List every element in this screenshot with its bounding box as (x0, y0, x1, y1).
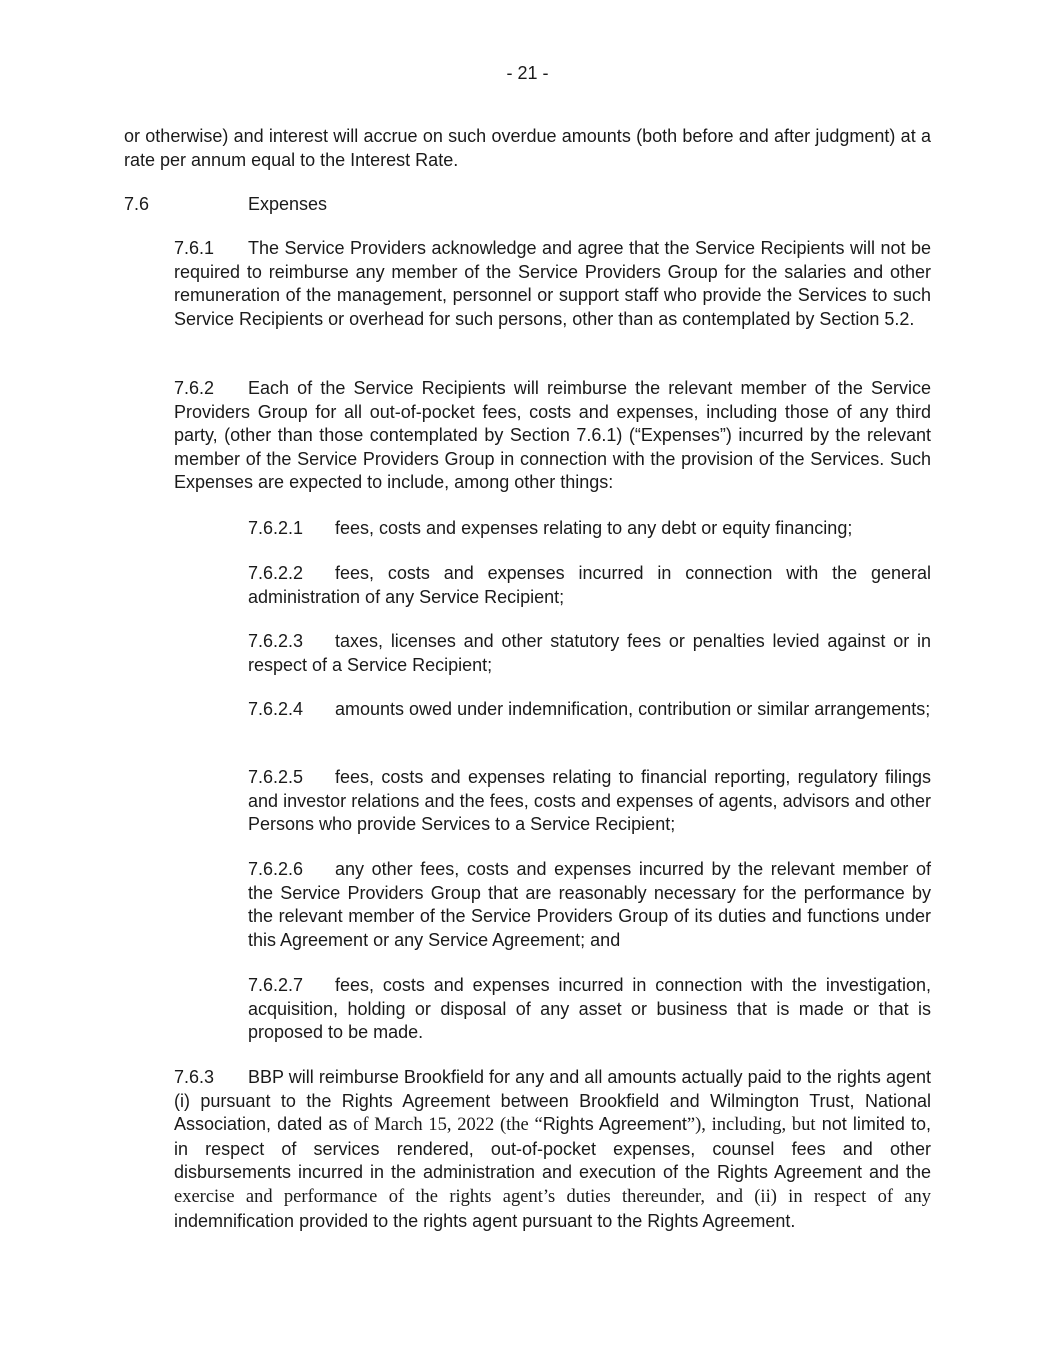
list-item (248, 858, 931, 952)
clause-text-part: indemnification provided to the rights agent pursuant to the Rights Agreement. (174, 1210, 796, 1231)
clause-text: The Service Providers acknowledge and agree that the Service Recipients will not be required to reimburse any member of the Service Providers Group for the salaries and other remuneration of the management, personnel or support staff who provide the Services to such Service Recipients or overhead for such persons, other than as contemplated by Section 5.2. (174, 238, 931, 329)
item-text: any other fees, costs and expenses incurred by the relevant member of the Service Providers Group that are reasonably necessary for the performance by the relevant member of the Service Providers Group of its duties and functions under this Agreement or any Service Agreement; and (248, 859, 931, 950)
clause-7-6-3 (174, 1066, 931, 1233)
clause-text-part: of March 15, 2022 (the “ (347, 1115, 543, 1136)
section-heading (124, 193, 327, 217)
clause-7-6-2 (174, 377, 931, 495)
clause-7-6-1 (174, 237, 931, 331)
item-number: 7.6.2.2 (248, 563, 304, 583)
list-item (248, 562, 931, 609)
clause-number: 7.6.2 (174, 378, 215, 398)
list-item (248, 517, 931, 541)
page-number: - 21 - (506, 63, 549, 83)
item-number: 7.6.2.1 (248, 518, 304, 538)
clause-text-part: BBP will reimburse Brookfield for any and all amounts actually paid to the rights agent (i) pursuant to the Rights Agreement between Brookfield and Wilmington Trust, National Association, dated as (174, 1067, 931, 1135)
item-text: amounts owed under indemnification, contribution or similar arrangements; (335, 699, 931, 719)
item-number: 7.6.2.4 (248, 699, 304, 719)
list-item (248, 630, 931, 677)
clause-text-part: not limited to, in respect of services rendered, out-of-pocket expenses, counsel fees and other disbursements incurred in the administration and execution of the Rights Agreement and the (174, 1114, 931, 1183)
item-number: 7.6.2.6 (248, 859, 304, 879)
clause-number: 7.6.3 (174, 1067, 215, 1087)
item-text: fees, costs and expenses relating to financial reporting, regulatory filings and investor relations and the fees, costs and expenses of agents, advisors and other Persons who provide Services to a Service Recipient; (248, 767, 931, 835)
item-text: fees, costs and expenses incurred in connection with the investigation, acquisition, holding or disposal of any asset or business that is made or that is proposed to be made. (248, 975, 931, 1043)
item-number: 7.6.2.7 (248, 975, 304, 995)
section-number: 7.6 (124, 194, 150, 214)
defined-term: Rights Agreement (542, 1114, 687, 1135)
clause-text-part: ”), including, but (686, 1115, 816, 1136)
item-text: taxes, licenses and other statutory fees or penalties levied against or in respect of a Service Recipient; (248, 631, 931, 675)
item-text: fees, costs and expenses incurred in connection with the general administration of any Service Recipient; (248, 563, 931, 607)
list-item (248, 974, 931, 1045)
item-number: 7.6.2.5 (248, 767, 304, 787)
list-item (248, 698, 931, 722)
item-number: 7.6.2.3 (248, 631, 304, 651)
clause-text: Each of the Service Recipients will reimburse the relevant member of the Service Providers Group for all out-of-pocket fees, costs and expenses, including those of any third party, (other than those contemplated by Section 7.6.1) (“Expenses”) incurred by the relevant member of the Service Providers Group in connection with the provision of the Services. Such Expenses are expected to include, among other things: (174, 378, 931, 493)
clause-text-part: exercise and performance of the rights agent’s duties thereunder, and (ii) in respect of any (174, 1186, 931, 1207)
item-text: fees, costs and expenses relating to any debt or equity financing; (335, 518, 853, 538)
section-title: Expenses (248, 194, 328, 214)
list-item (248, 766, 931, 837)
clause-number: 7.6.1 (174, 238, 215, 258)
lead-paragraph: or otherwise) and interest will accrue on such overdue amounts (both before and after judgment) at a rate per annum equal to the Interest Rate. (124, 126, 931, 170)
